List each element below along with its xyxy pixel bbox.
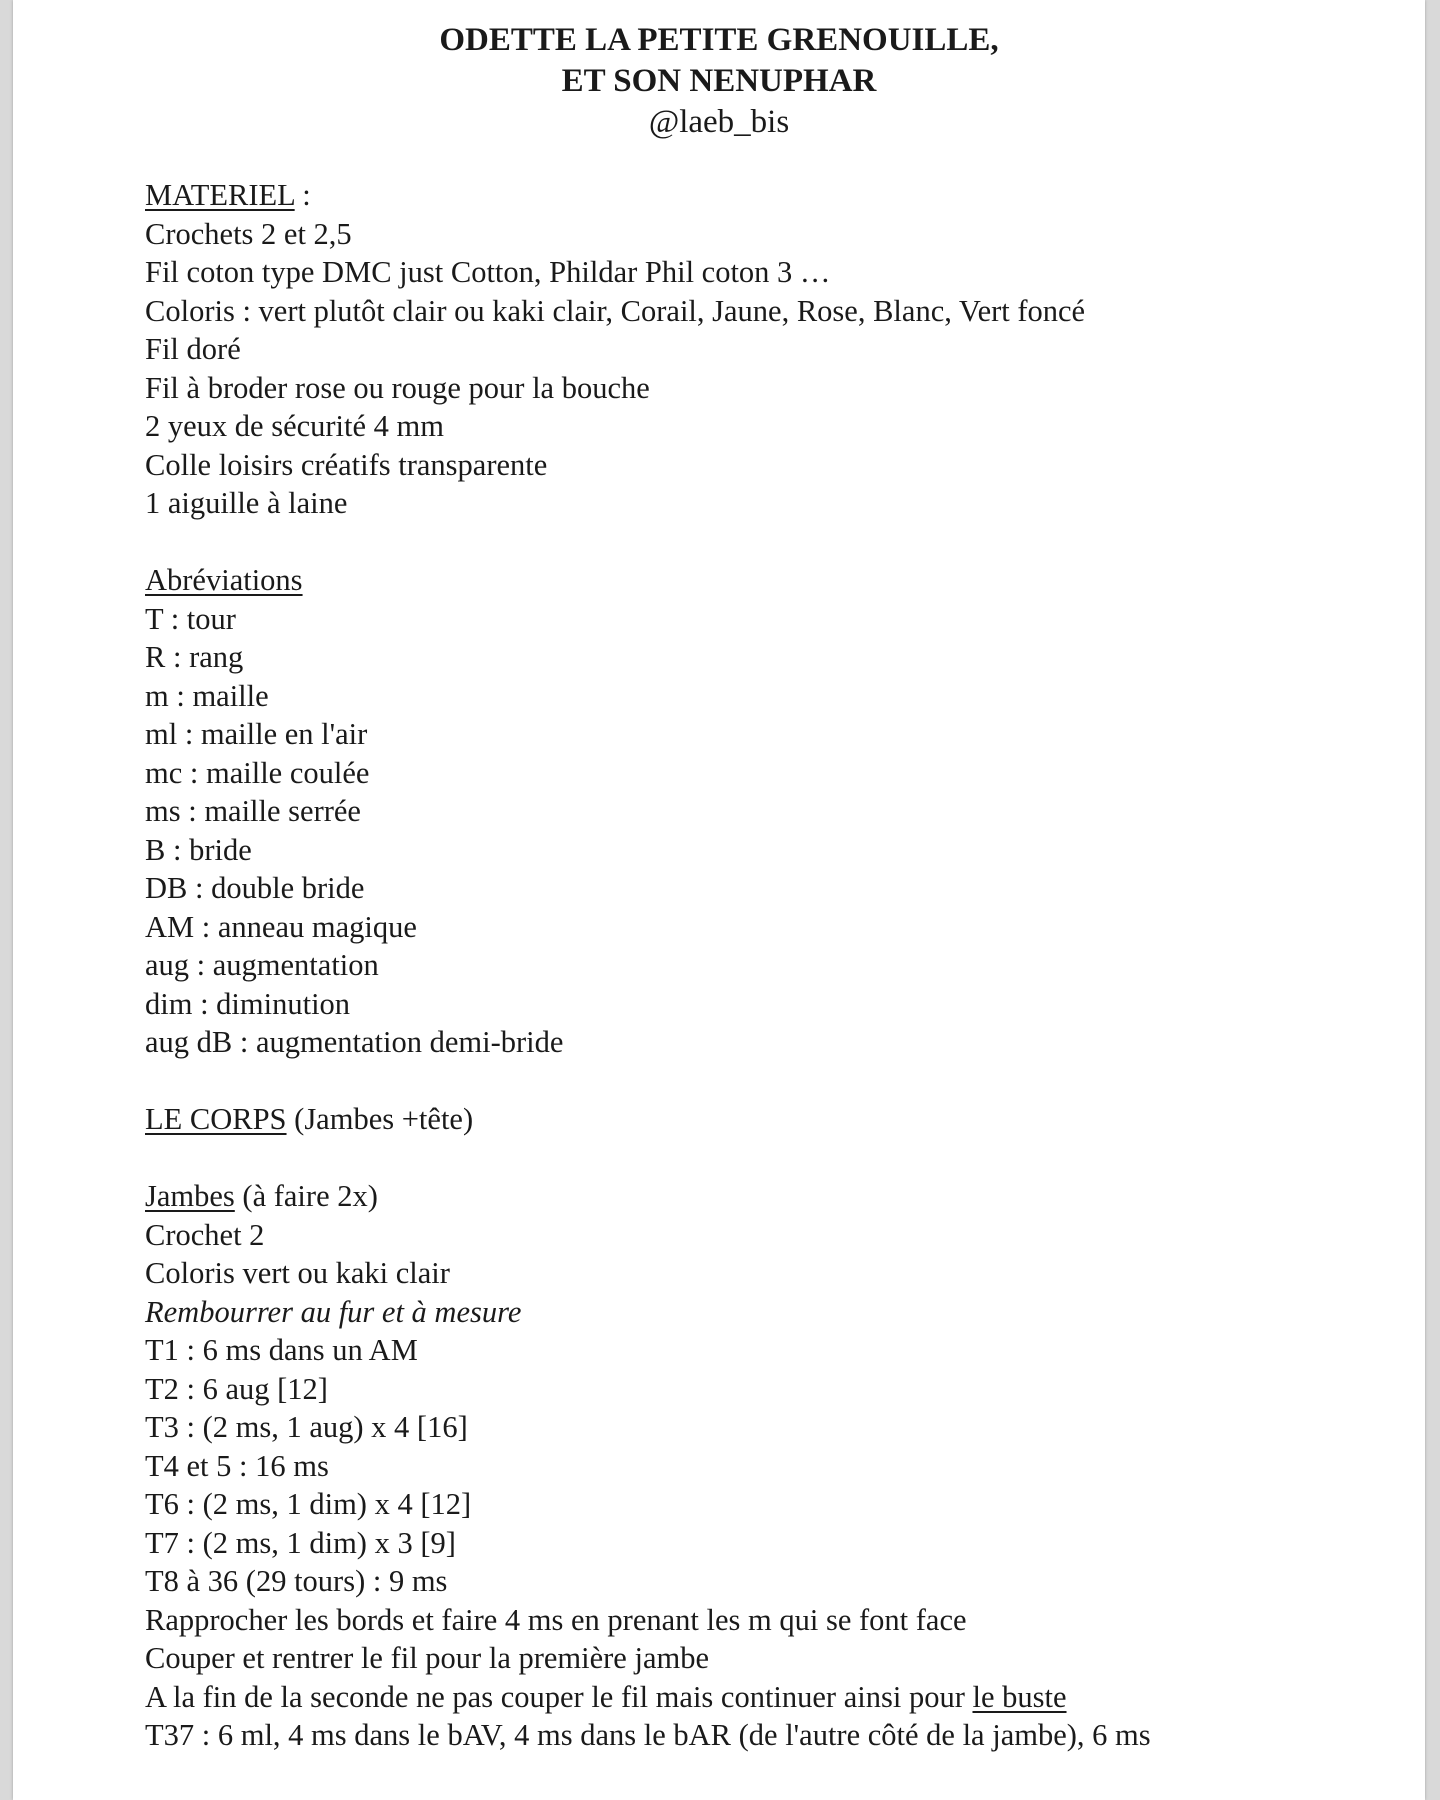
materiel-item: Colle loisirs créatifs transparente <box>145 447 548 482</box>
abreviation-item: T : tour <box>145 601 236 636</box>
jambes-heading: Jambes <box>145 1179 235 1213</box>
title-line-2: ET SON NENUPHAR <box>561 63 877 99</box>
abreviation-item: dim : diminution <box>145 986 351 1021</box>
author-handle: @laeb_bis <box>648 104 790 140</box>
jambes-note: Rembourrer au fur et à mesure <box>145 1294 522 1329</box>
jambes-round: Couper et rentrer le fil pour la première jambe <box>145 1641 709 1675</box>
materiel-heading: MATERIEL <box>145 178 295 212</box>
abreviation-item: aug dB : augmentation demi-bride <box>145 1025 564 1059</box>
abreviations-heading-line <box>145 561 1345 600</box>
materiel-item: Crochets 2 et 2,5 <box>145 216 352 251</box>
jambes-continue-text: A la fin de la seconde ne pas couper le fil mais continuer ainsi pour <box>145 1679 973 1714</box>
jambes-round-t37: T37 : 6 ml, 4 ms dans le bAV, 4 ms dans le bAR (de l'autre côté de la jambe), 6 ms <box>145 1718 1151 1752</box>
abreviations-heading: Abréviations <box>145 563 303 597</box>
materiel-heading-line <box>145 176 1345 215</box>
corps-heading: LE CORPS <box>145 1102 287 1136</box>
abreviation-item: ml : maille en l'air <box>145 717 368 751</box>
jambes-round: T4 et 5 : 16 ms <box>145 1448 329 1483</box>
abreviation-item: AM : anneau magique <box>145 909 417 944</box>
materiel-item: 2 yeux de sécurité 4 mm <box>145 409 444 443</box>
abreviation-item: R : rang <box>145 640 244 674</box>
document-body <box>145 176 1345 1755</box>
jambes-round: Rapprocher les bords et faire 4 ms en prenant les m qui se font face <box>145 1602 967 1637</box>
jambes-hook: Crochet 2 <box>145 1217 265 1252</box>
abreviation-item: B : bride <box>145 832 252 867</box>
jambes-round: T7 : (2 ms, 1 dim) x 3 [9] <box>145 1525 456 1560</box>
materiel-item: Fil à broder rose ou rouge pour la bouche <box>145 370 650 405</box>
title-line-1: ODETTE LA PETITE GRENOUILLE, <box>439 22 999 58</box>
materiel-heading-suffix: : <box>294 178 311 212</box>
materiel-item: Coloris : vert plutôt clair ou kaki clair, Corail, Jaune, Rose, Blanc, Vert foncé <box>145 293 1086 328</box>
jambes-round: T1 : 6 ms dans un AM <box>145 1333 418 1367</box>
buste-reference: le buste <box>972 1679 1067 1714</box>
jambes-heading-line <box>145 1177 1345 1216</box>
corps-heading-line <box>145 1100 1345 1139</box>
jambes-continue-line <box>145 1678 1345 1717</box>
corps-heading-suffix: (Jambes +tête) <box>286 1102 474 1136</box>
jambes-round: T6 : (2 ms, 1 dim) x 4 [12] <box>145 1487 472 1521</box>
jambes-round: T8 à 36 (29 tours) : 9 ms <box>145 1564 448 1598</box>
jambes-heading-suffix: (à faire 2x) <box>234 1179 378 1213</box>
abreviation-item: m : maille <box>145 678 269 713</box>
jambes-round: T3 : (2 ms, 1 aug) x 4 [16] <box>145 1410 468 1444</box>
abreviation-item: aug : augmentation <box>145 948 379 982</box>
jambes-color: Coloris vert ou kaki clair <box>145 1256 450 1290</box>
materiel-item: Fil coton type DMC just Cotton, Phildar Phil coton 3 … <box>145 255 831 289</box>
materiel-item: Fil doré <box>145 332 241 366</box>
jambes-round: T2 : 6 aug [12] <box>145 1371 328 1406</box>
document-page <box>13 0 1425 1800</box>
materiel-item: 1 aiguille à laine <box>145 486 348 520</box>
abreviation-item: mc : maille coulée <box>145 755 370 790</box>
abreviation-item: ms : maille serrée <box>145 794 361 828</box>
abreviation-item: DB : double bride <box>145 871 365 905</box>
